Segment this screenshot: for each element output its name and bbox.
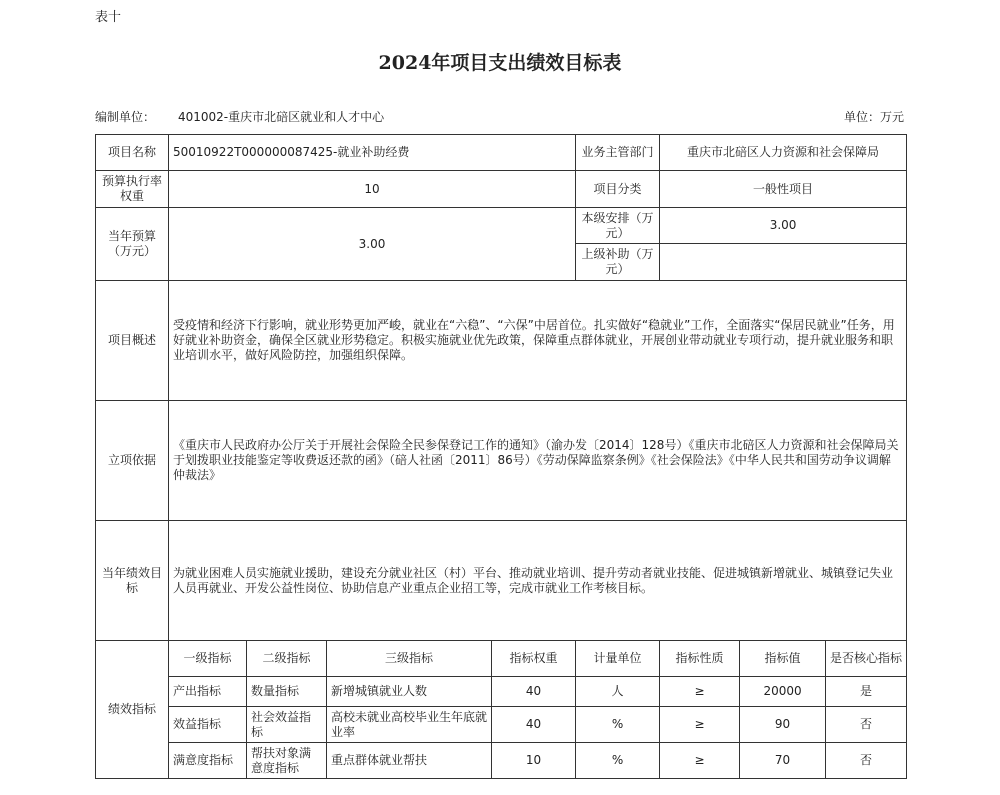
upper-value	[660, 244, 907, 281]
basis-text: 《重庆市人民政府办公厅关于开展社会保险全民参保登记工作的通知》（渝办发〔2014〕128号）《重庆市北碚区人力资源和社会保障局关于划拨职业技能鉴定等收费返还款的函》（碚人社函〔2011〕86号）《劳动保障监察条例》《社会保险法》《中华人民共和国劳动争议调解仲裁法》	[169, 401, 907, 521]
weight-label: 预算执行率权重	[96, 171, 169, 208]
budget-label: 当年预算（万元）	[96, 208, 169, 281]
indicator-cell: 否	[826, 707, 907, 743]
performance-target-table	[95, 134, 907, 779]
category-label: 项目分类	[576, 171, 660, 208]
indicator-row	[96, 707, 907, 743]
weight-value: 10	[169, 171, 576, 208]
indicator-cell: 70	[740, 743, 826, 779]
indicator-cell: 产出指标	[169, 677, 247, 707]
indicator-cell: 是	[826, 677, 907, 707]
indicator-cell: 重点群体就业帮扶	[327, 743, 492, 779]
table-number-label: 表十	[95, 10, 122, 25]
indicators-label: 绩效指标	[96, 641, 169, 779]
org-value: 401002-重庆市北碚区就业和人才中心	[178, 110, 385, 124]
overview-text: 受疫情和经济下行影响，就业形势更加严峻，就业在“六稳”、“六保”中居首位。扎实做好“稳就业”工作，全面落实“保居民就业”任务，用好就业补助资金，确保全区就业形势稳定。积极实施就业优先政策，保障重点群体就业，开展创业带动就业专项行动，提升就业服务和职业培训水平，做好风险防控，加强组织保障。	[169, 281, 907, 401]
basis-label: 立项依据	[96, 401, 169, 521]
indicator-row	[96, 743, 907, 779]
upper-label: 上级补助（万元）	[576, 244, 660, 281]
indicator-cell: ≥	[660, 677, 740, 707]
indicator-cell: 帮扶对象满意度指标	[247, 743, 327, 779]
indicator-cell: 新增城镇就业人数	[327, 677, 492, 707]
project-name-label: 项目名称	[96, 135, 169, 171]
indicator-cell: ≥	[660, 707, 740, 743]
indicator-header: 指标性质	[660, 641, 740, 677]
goal-label: 当年绩效目标	[96, 521, 169, 641]
org-label: 编制单位：	[95, 110, 156, 124]
indicator-row	[96, 677, 907, 707]
indicator-cell: 社会效益指标	[247, 707, 327, 743]
indicator-header: 是否核心指标	[826, 641, 907, 677]
page-title: 2024年项目支出绩效目标表	[378, 52, 622, 74]
indicator-header: 二级指标	[247, 641, 327, 677]
indicator-header: 指标权重	[492, 641, 576, 677]
indicator-cell: %	[576, 743, 660, 779]
overview-label: 项目概述	[96, 281, 169, 401]
indicator-cell: 否	[826, 743, 907, 779]
indicator-cell: 满意度指标	[169, 743, 247, 779]
dept-value: 重庆市北碚区人力资源和社会保障局	[660, 135, 907, 171]
budget-value: 3.00	[169, 208, 576, 281]
indicator-cell: 90	[740, 707, 826, 743]
local-value: 3.00	[660, 208, 907, 244]
indicator-cell: 数量指标	[247, 677, 327, 707]
indicator-header: 三级指标	[327, 641, 492, 677]
indicator-cell: ≥	[660, 743, 740, 779]
local-label: 本级安排（万元）	[576, 208, 660, 244]
dept-label: 业务主管部门	[576, 135, 660, 171]
indicator-header: 指标值	[740, 641, 826, 677]
indicator-cell: 40	[492, 707, 576, 743]
indicator-cell: 40	[492, 677, 576, 707]
indicator-cell: 人	[576, 677, 660, 707]
project-name-value: 50010922T000000087425-就业补助经费	[169, 135, 576, 171]
category-value: 一般性项目	[660, 171, 907, 208]
indicator-cell: 10	[492, 743, 576, 779]
unit-text: 单位：万元	[843, 110, 904, 124]
goal-text: 为就业困难人员实施就业援助，建设充分就业社区（村）平台、推动就业培训、提升劳动者就业技能、促进城镇新增就业、城镇登记失业人员再就业、开发公益性岗位、协助信息产业重点企业招工等，完成市就业工作考核目标。	[169, 521, 907, 641]
indicator-cell: 20000	[740, 677, 826, 707]
indicator-cell: %	[576, 707, 660, 743]
indicator-cell: 效益指标	[169, 707, 247, 743]
indicator-cell: 高校未就业高校毕业生年底就业率	[327, 707, 492, 743]
indicator-header: 计量单位	[576, 641, 660, 677]
indicator-header: 一级指标	[169, 641, 247, 677]
